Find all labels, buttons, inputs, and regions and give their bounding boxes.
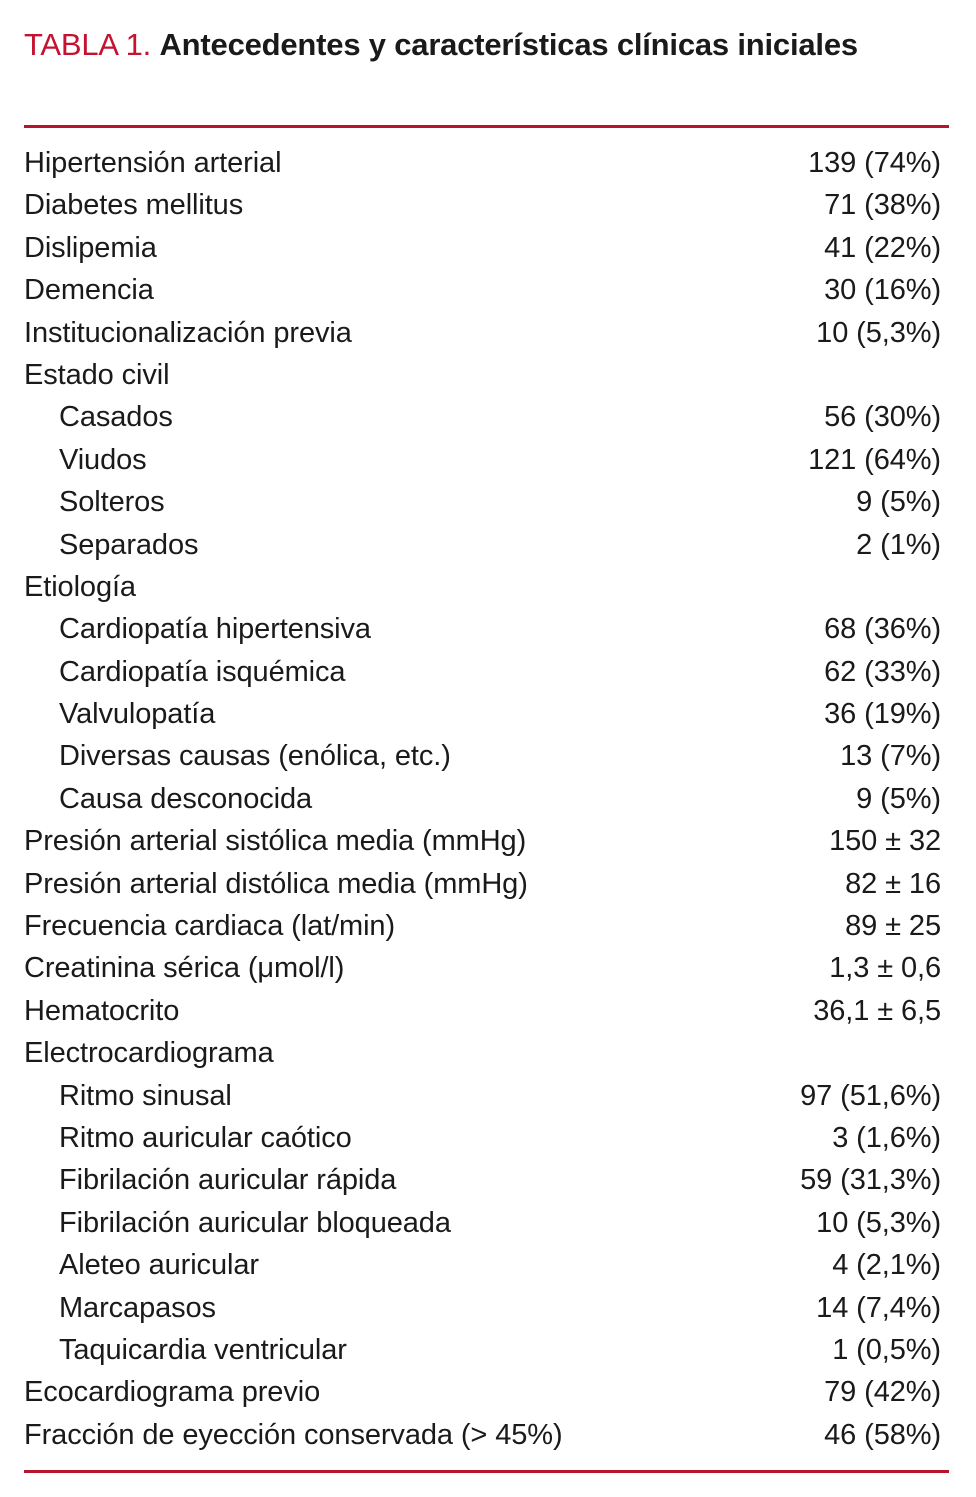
table-row bbox=[24, 396, 949, 438]
row-label: Presión arterial distólica media (mmHg) bbox=[24, 867, 528, 900]
table-row bbox=[24, 651, 949, 693]
table-row bbox=[24, 778, 949, 820]
row-value: 121 (64%) bbox=[808, 443, 941, 476]
row-value: 71 (38%) bbox=[824, 189, 941, 222]
row-value: 10 (5,3%) bbox=[816, 316, 941, 349]
row-label: Ecocardiograma previo bbox=[24, 1376, 321, 1409]
table-row bbox=[24, 142, 949, 184]
table-row bbox=[24, 227, 949, 269]
table-row bbox=[24, 312, 949, 354]
row-label: Marcapasos bbox=[59, 1291, 216, 1324]
row-label: Causa desconocida bbox=[59, 782, 313, 815]
table-row bbox=[24, 1117, 949, 1159]
section-label: Etiología bbox=[24, 570, 136, 603]
row-label: Fibrilación auricular rápida bbox=[59, 1164, 397, 1197]
row-value: 89 ± 25 bbox=[845, 910, 941, 943]
row-value: 13 (7%) bbox=[840, 740, 941, 773]
row-value: 36,1 ± 6,5 bbox=[813, 994, 941, 1027]
row-label: Ritmo auricular caótico bbox=[59, 1121, 352, 1154]
row-value: 97 (51,6%) bbox=[800, 1079, 941, 1112]
row-value: 41 (22%) bbox=[824, 231, 941, 264]
row-value: 62 (33%) bbox=[824, 655, 941, 688]
row-label: Creatinina sérica (μmol/l) bbox=[24, 952, 345, 985]
table-row bbox=[24, 524, 949, 566]
row-label: Fibrilación auricular bloqueada bbox=[59, 1206, 451, 1239]
table-body bbox=[24, 142, 949, 1456]
row-label: Aleteo auricular bbox=[59, 1249, 259, 1282]
row-label: Hematocrito bbox=[24, 994, 180, 1027]
row-value: 4 (2,1%) bbox=[832, 1249, 941, 1282]
row-value: 30 (16%) bbox=[824, 274, 941, 307]
row-label: Ritmo sinusal bbox=[59, 1079, 232, 1112]
row-value: 56 (30%) bbox=[824, 401, 941, 434]
row-value: 79 (42%) bbox=[824, 1376, 941, 1409]
row-label: Taquicardia ventricular bbox=[59, 1333, 347, 1366]
row-label: Viudos bbox=[59, 443, 147, 476]
section-header-row bbox=[24, 1032, 949, 1074]
table-row bbox=[24, 1414, 949, 1456]
row-value: 68 (36%) bbox=[824, 613, 941, 646]
section-label: Estado civil bbox=[24, 358, 170, 391]
row-label: Cardiopatía hipertensiva bbox=[59, 613, 371, 646]
section-label: Electrocardiograma bbox=[24, 1037, 274, 1070]
table-row bbox=[24, 693, 949, 735]
row-label: Valvulopatía bbox=[59, 698, 216, 731]
table-row bbox=[24, 820, 949, 862]
table-row bbox=[24, 1371, 949, 1413]
section-header-row bbox=[24, 566, 949, 608]
row-label: Solteros bbox=[59, 486, 165, 519]
table-row bbox=[24, 1202, 949, 1244]
table-row bbox=[24, 481, 949, 523]
table-row bbox=[24, 269, 949, 311]
row-label: Hipertensión arterial bbox=[24, 147, 282, 179]
row-value: 59 (31,3%) bbox=[800, 1164, 941, 1197]
table-row bbox=[24, 735, 949, 777]
table-row bbox=[24, 947, 949, 989]
row-value: 10 (5,3%) bbox=[816, 1206, 941, 1239]
table-row bbox=[24, 863, 949, 905]
table-row bbox=[24, 608, 949, 650]
table-title bbox=[24, 22, 954, 68]
table-row bbox=[24, 1329, 949, 1371]
row-value: 1 (0,5%) bbox=[832, 1333, 941, 1366]
top-divider bbox=[24, 125, 949, 128]
row-label: Presión arterial sistólica media (mmHg) bbox=[24, 825, 527, 858]
table-row bbox=[24, 439, 949, 481]
section-header-row bbox=[24, 354, 949, 396]
row-label: Frecuencia cardiaca (lat/min) bbox=[24, 910, 396, 943]
row-label: Separados bbox=[59, 528, 199, 561]
row-value: 82 ± 16 bbox=[845, 867, 941, 900]
row-value: 14 (7,4%) bbox=[816, 1291, 941, 1324]
row-label: Fracción de eyección conservada (> 45%) bbox=[24, 1418, 563, 1451]
table-number-label: TABLA 1. bbox=[24, 27, 152, 62]
row-value: 1,3 ± 0,6 bbox=[829, 952, 941, 985]
table-row bbox=[24, 1244, 949, 1286]
table-row bbox=[24, 990, 949, 1032]
table-row bbox=[24, 184, 949, 226]
row-value: 139 (74%) bbox=[808, 147, 941, 179]
row-value: 150 ± 32 bbox=[829, 825, 941, 858]
row-label: Casados bbox=[59, 401, 173, 434]
row-label: Cardiopatía isquémica bbox=[59, 655, 346, 688]
row-value: 2 (1%) bbox=[856, 528, 941, 561]
row-label: Diabetes mellitus bbox=[24, 189, 244, 222]
table-row bbox=[24, 1287, 949, 1329]
row-value: 3 (1,6%) bbox=[832, 1121, 941, 1154]
bottom-divider bbox=[24, 1470, 949, 1473]
row-value: 46 (58%) bbox=[824, 1418, 941, 1451]
row-value: 36 (19%) bbox=[824, 698, 941, 731]
row-value: 9 (5%) bbox=[856, 486, 941, 519]
row-value: 9 (5%) bbox=[856, 782, 941, 815]
row-label: Institucionalización previa bbox=[24, 316, 352, 349]
table-title-text: Antecedentes y características clínicas iniciales bbox=[159, 27, 858, 62]
row-label: Diversas causas (enólica, etc.) bbox=[59, 740, 451, 773]
row-label: Dislipemia bbox=[24, 231, 157, 264]
table-row bbox=[24, 905, 949, 947]
row-label: Demencia bbox=[24, 274, 154, 307]
table-row bbox=[24, 1075, 949, 1117]
table-row bbox=[24, 1159, 949, 1201]
